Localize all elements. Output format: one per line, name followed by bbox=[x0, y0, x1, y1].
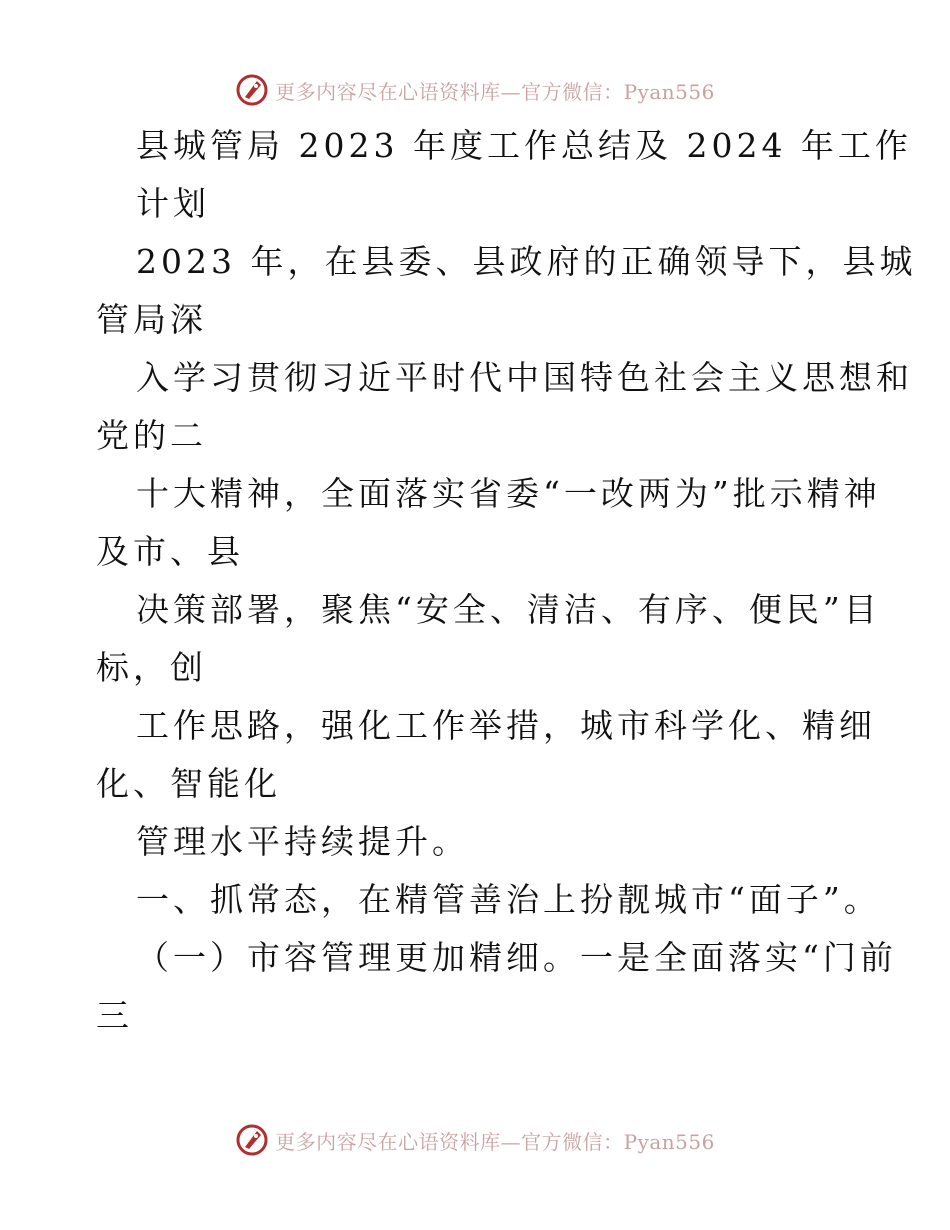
paragraph-line: 管局深 bbox=[96, 300, 207, 339]
document-title-line-1: 县城管局 2023 年度工作总结及 2024 年工作 bbox=[136, 126, 912, 165]
paragraph-line: 化、智能化 bbox=[96, 764, 281, 803]
document-title-line-2: 计划 bbox=[136, 184, 210, 223]
paragraph-line: 决策部署，聚焦“安全、清洁、有序、便民”目 bbox=[136, 590, 881, 629]
subsection-line: （一）市容管理更加精细。一是全面落实“门前 bbox=[136, 938, 897, 977]
header-watermark bbox=[0, 70, 950, 110]
watermark-text: 更多内容尽在心语资料库—官方微信：Pyan556 bbox=[275, 1129, 715, 1154]
paragraph-line: 及市、县 bbox=[96, 532, 244, 571]
paragraph-line: 三 bbox=[96, 996, 133, 1035]
pen-nib-logo-icon bbox=[235, 73, 269, 107]
paragraph-line: 党的二 bbox=[96, 416, 207, 455]
footer-watermark bbox=[0, 1120, 950, 1160]
pen-nib-logo-icon bbox=[235, 1123, 269, 1157]
paragraph-line: 工作思路，强化工作举措，城市科学化、精细 bbox=[136, 706, 876, 745]
paragraph-line: 入学习贯彻习近平时代中国特色社会主义思想和 bbox=[136, 358, 913, 397]
watermark-text: 更多内容尽在心语资料库—官方微信：Pyan556 bbox=[275, 79, 715, 104]
paragraph-line: 管理水平持续提升。 bbox=[136, 822, 469, 861]
paragraph-line: 2023 年，在县委、县政府的正确领导下，县城 bbox=[136, 242, 917, 281]
paragraph-line: 标，创 bbox=[96, 648, 207, 687]
paragraph-line: 十大精神，全面落实省委“一改两为”批示精神 bbox=[136, 474, 881, 513]
section-heading: 一、抓常态，在精管善治上扮靓城市“面子”。 bbox=[136, 880, 881, 919]
